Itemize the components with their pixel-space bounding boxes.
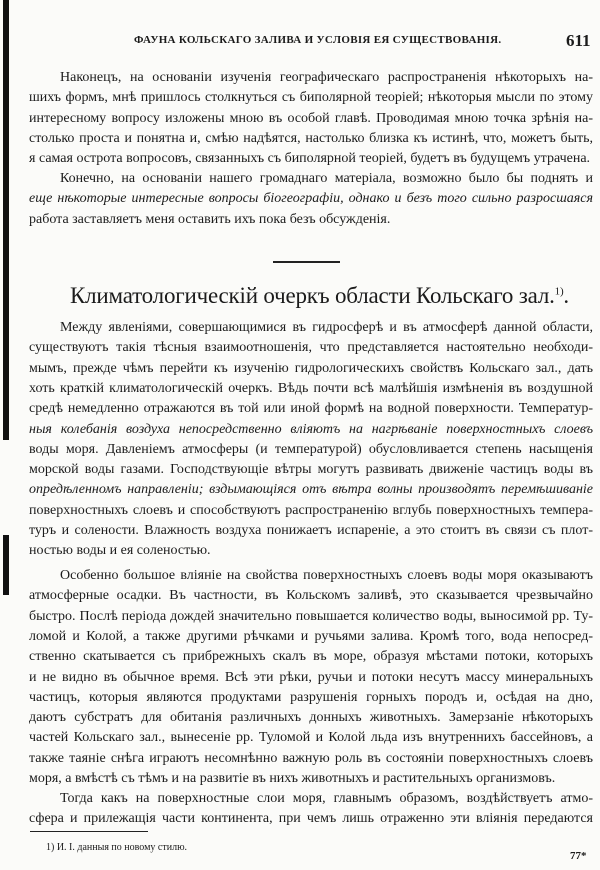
scan-edge — [3, 535, 9, 595]
text-line: ломой и Колой, а также другими рѣчками и ручьями залива. Кромѣ того, вода непосред- — [29, 628, 593, 644]
text-line: Тогда какъ на поверхностные слои моря, главнымъ образомъ, воздѣйствуетъ атмо- — [60, 791, 593, 806]
text-line: работа заставляетъ меня оставить ихъ пока безъ обсужденія. — [29, 211, 391, 227]
text-line: существуютъ такія тѣсныя взаимоотношенія, что представляется настоятельно необходи- — [29, 340, 593, 356]
text-line: сфера и прилежащія части континента, при чемъ лишь отраженно эти вліянія передаются — [29, 811, 593, 827]
text-line: шихъ формъ, мнѣ пришлось столкнуться съ биполярной теоріей; нѣкоторыя мысли по этому — [29, 90, 593, 106]
text-line: туръ и солености. Влажность воздуха понижаетъ испареніе, а это стоитъ въ связи съ плот- — [29, 523, 593, 538]
section-title-end: . — [563, 283, 569, 308]
text-line: частицъ, которыя являются продуктами разрушенія горныхъ породъ и, осѣдая на дно, — [29, 689, 593, 705]
text-line: быстро. Послѣ періода дождей значительно повышается количество воды, выносимой рр. Ту- — [29, 608, 593, 624]
running-title: ФАУНА КОЛЬСКАГО ЗАЛИВА И УСЛОВІЯ ЕЯ СУЩЕСТВОВАНІЯ. — [134, 34, 502, 46]
page-number: 611 — [566, 31, 591, 50]
section-title — [70, 283, 569, 309]
text-line: атмосферные осадки. Въ частности, въ Кольскомъ заливѣ, это сказывается чрезвычайно — [29, 588, 593, 604]
text-line: частей Кольскаго зал., вынесеніе рр. Туломой и Колой льда изъ внутреннихъ бассейновъ, а — [29, 730, 593, 746]
text-line: морской воды газами. Господствующіе вѣтры могутъ развивать движеніе частицъ воды въ — [29, 462, 593, 478]
footnote-rule — [30, 831, 148, 832]
text-line: Конечно, на основаніи нашего громаднаго матеріала, возможно было бы поднять и — [60, 171, 593, 186]
text-line: еще нѣкоторые интересные вопросы біогеографіи, однако и безъ того сильно разросшаяся — [29, 191, 593, 207]
text-line: опредѣленномъ направленіи; вздымающіяся отъ вѣтра волны производятъ перемѣшиваніе — [29, 482, 593, 498]
scan-edge — [3, 0, 9, 440]
text-line: поверхностныхъ слоевъ и способствуютъ распространенію вглубь поверхностныхъ темпера- — [29, 502, 593, 518]
text-line: интересному вопросу изложены мною въ особой главѣ. Проводимая мною точка зрѣнія на- — [29, 110, 593, 126]
text-line: и не видно въ обычное время. Всѣ эти рѣки, ручьи и потоки несутъ массу минеральныхъ — [29, 669, 593, 685]
text-line: ностью воды и ея соленостью. — [29, 543, 211, 559]
text-line: средѣ немедленно отражаются въ той или иной формѣ на водной поверхности. Температур- — [29, 401, 593, 417]
text-line: ственно скатывается съ прибрежныхъ скалъ въ море, образуя мѣстами потоки, которыхъ — [29, 649, 593, 665]
section-title-text: Климатологическій очеркъ области Кольскаго зал. — [70, 283, 555, 308]
text-line: Между явленіями, совершающимися въ гидросферѣ и въ атмосферѣ данной области, — [60, 320, 593, 335]
section-divider — [273, 261, 340, 263]
text-line: моря, а вмѣстѣ съ тѣмъ и на развитіе въ нихъ животныхъ и растительныхъ организмовъ. — [29, 771, 556, 786]
footnote-marker: 1) — [554, 285, 564, 298]
text-line: мымъ, прежде чѣмъ перейти къ изученію гидрологическихъ свойствъ Кольскаго зал., дать — [29, 360, 593, 376]
text-line: столько проста и понятна и, смѣю надѣятся, настолько близка къ истинѣ, что, можетъ быть, — [29, 130, 593, 146]
text-line: я самая острота вопросовъ, связанныхъ съ биполярной теоріей, будетъ въ будущемъ утрачена. — [29, 151, 591, 167]
text-line: ныя колебанія воздуха непосредственно вліяютъ на нагрѣваніе поверхностныхъ слоевъ — [29, 421, 593, 437]
footnote: 1) И. І. данныя по новому стилю. — [46, 842, 188, 853]
text-line: воды моря. Давленіемъ атмосферы (и температурой) обусловливается степень насыщенія — [29, 441, 593, 457]
text-line: Наконецъ, на основаніи изученія географическаго распространенія нѣкоторыхъ на- — [60, 70, 593, 85]
text-line: Особенно большое вліяніе на свойства поверхностныхъ слоевъ воды моря оказываютъ — [60, 568, 593, 583]
text-line: также таяніе снѣга играютъ несомнѣнно важную роль въ состояніи поверхностныхъ слоевъ — [29, 750, 593, 766]
text-line: даютъ субстратъ для обитанія различныхъ донныхъ животныхъ. Замерзаніе нѣкоторыхъ — [29, 710, 593, 726]
signature-mark: 77* — [570, 850, 587, 862]
text-line: хоть краткій климатологическій очеркъ. Вѣдь почти всѣ малѣйшія измѣненія въ воздушной — [29, 380, 593, 396]
